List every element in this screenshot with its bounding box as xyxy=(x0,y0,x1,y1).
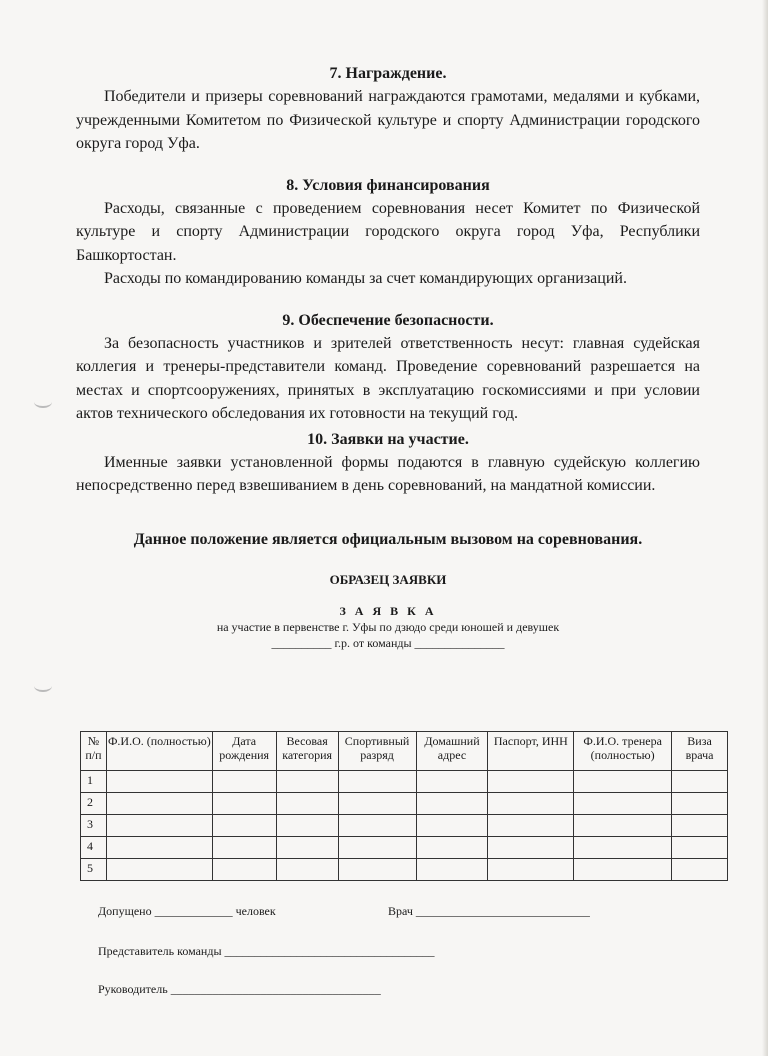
document-body xyxy=(76,62,700,651)
section-heading: 8. Условия финансирования xyxy=(286,176,490,194)
form-title: З А Я В К А xyxy=(339,603,437,618)
column-header: Виза врача xyxy=(672,732,728,771)
section-applications xyxy=(76,428,700,498)
section-paragraph: За безопасность участников и зрителей ответственность несут: главная судейская коллегия и тренеры-представители команд. Проведение соревнований разрешается на местах и спортсооружениях, принятых в эксплуатацию госкомиссиями и при условии актов технического обследования их готовности на текущий год. xyxy=(76,334,700,422)
table-row xyxy=(81,771,728,793)
column-header: Домашний адрес xyxy=(416,732,488,771)
table-header-row xyxy=(81,732,728,771)
section-financing xyxy=(76,174,700,291)
column-header: Спортивный разряд xyxy=(338,732,416,771)
table-row xyxy=(81,793,728,815)
row-number: 4 xyxy=(81,837,107,859)
column-header: Ф.И.О. (полностью) xyxy=(106,732,212,771)
head-line: Руководитель ___________________________________ xyxy=(98,982,381,996)
section-awards xyxy=(76,62,700,156)
section-heading: 9. Обеспечение безопасности. xyxy=(282,311,494,329)
form-subtitle: на участие в первенстве г. Уфы по дзюдо среди юношей и девушек xyxy=(216,619,560,634)
section-paragraph: Победители и призеры соревнований награждаются грамотами, медалями и кубками, учрежденными Комитетом по Физической культуре и спорту Администрации городского округа город Уфа. xyxy=(76,88,700,152)
application-table xyxy=(80,731,728,881)
column-header: № п/п xyxy=(81,732,107,771)
column-header: Ф.И.О. тренера (полностью) xyxy=(574,732,672,771)
section-heading: 7. Награждение. xyxy=(329,65,447,82)
punch-hole-mark xyxy=(34,396,52,408)
row-number: 2 xyxy=(81,793,107,815)
section-paragraph: Расходы по командированию команды за счет командирующих организаций. xyxy=(104,270,627,287)
official-call: Данное положение является официальным вызовом на соревнования. xyxy=(133,530,643,548)
section-safety xyxy=(76,309,700,426)
table-row xyxy=(81,859,728,881)
row-number: 3 xyxy=(81,815,107,837)
column-header: Паспорт, ИНН xyxy=(488,732,574,771)
column-header: Весовая категория xyxy=(276,732,338,771)
page-edge xyxy=(762,0,768,1056)
column-header: Дата рождения xyxy=(212,732,276,771)
punch-hole-mark xyxy=(34,680,52,692)
representative-line: Представитель команды ___________________________________ xyxy=(98,944,435,958)
section-paragraph: Именные заявки установленной формы подаются в главную судейскую коллегию непосредственно перед взвешиванием в день соревнований, на мандатной комиссии. xyxy=(76,453,700,494)
section-paragraph: Расходы, связанные с проведением соревнования несет Комитет по Физической культуре и спорту Администрации городского округа город Уфа, Республики Башкортостан. xyxy=(76,199,700,264)
sample-title: ОБРАЗЕЦ ЗАЯВКИ xyxy=(329,571,447,587)
table-row xyxy=(81,815,728,837)
table-row xyxy=(81,837,728,859)
row-number: 5 xyxy=(81,859,107,881)
form-year-line: __________ г.р. от команды _______________ xyxy=(271,635,505,650)
section-heading: 10. Заявки на участие. xyxy=(307,430,469,448)
row-number: 1 xyxy=(81,771,107,793)
admitted-line: Допущено _____________ человек xyxy=(98,904,276,918)
doctor-line: Врач _____________________________ xyxy=(388,904,590,918)
